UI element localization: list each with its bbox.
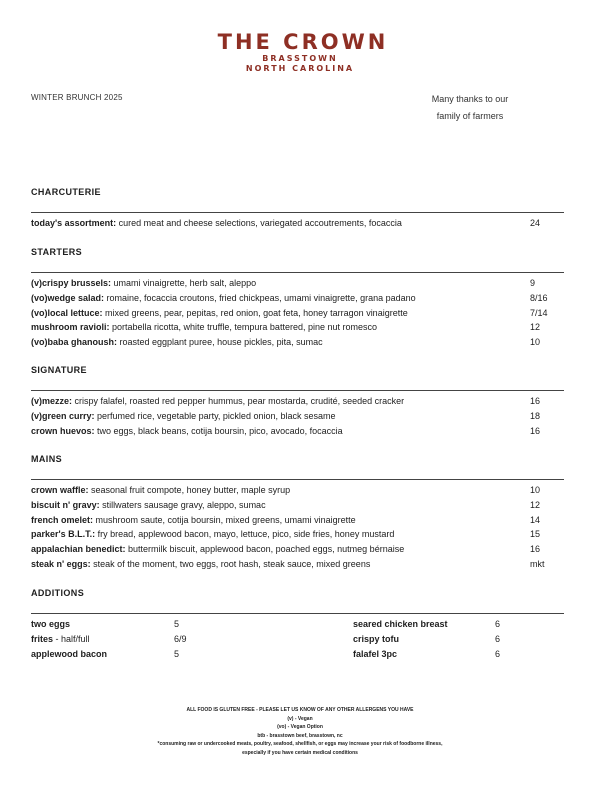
section-mains [31, 453, 564, 572]
item-desc: buttermilk biscuit, applewood bacon, poached eggs, nutmeg bérnaise [125, 544, 405, 555]
item-name: (v)mezze: [31, 396, 73, 406]
section-divider [31, 479, 564, 480]
item-desc: steak of the moment, two eggs, root hash, steak sauce, mixed greens [90, 558, 371, 569]
menu-item [31, 291, 564, 306]
item-name: today's assortment: [31, 218, 117, 228]
section-divider [31, 390, 564, 391]
thanks-note [410, 91, 530, 125]
logo-title: THE CROWN [217, 30, 389, 54]
addition-price: 6 [495, 649, 501, 659]
item-name: parker's B.L.T.: [31, 529, 96, 540]
section-starters [31, 246, 564, 350]
menu-item [31, 557, 564, 572]
menu-item [31, 498, 564, 513]
item-price: 12 [530, 322, 541, 333]
item-name: crown huevos: [31, 425, 95, 436]
additions-row [31, 632, 564, 647]
footer-line: ALL FOOD IS GLUTEN FREE - PLEASE LET US KNOW OF ANY OTHER ALLERGENS YOU HAVE [186, 707, 414, 713]
addition-left [31, 647, 107, 662]
footer-line: (vo) - Vegan Option [277, 724, 323, 730]
footer-line: btb - brasstown beef, brasstown, nc [257, 732, 343, 739]
footer-line: *consuming raw or undercooked meats, poultry, seafood, shellfish, or eggs may increase your risk of foodborne illness, [157, 741, 443, 747]
item-price: 7/14 [530, 307, 548, 318]
item-price: 9 [530, 278, 536, 288]
footer-line: (v) - Vegan [287, 715, 313, 722]
item-price: 18 [530, 410, 541, 421]
thanks-line2: family of farmers [436, 111, 504, 121]
item-price: 8/16 [530, 292, 548, 303]
item-name: (vo)wedge salad: [31, 292, 105, 303]
item-desc: perfumed rice, vegetable party, pickled onion, black sesame [94, 410, 336, 421]
section-additions [31, 587, 564, 662]
item-price: 10 [530, 337, 541, 348]
section-divider [31, 613, 564, 614]
allergen-footer [0, 706, 600, 757]
section-title: ADDITIONS [31, 588, 85, 598]
menu-item [31, 276, 564, 291]
menu-item [31, 513, 564, 528]
addition-price: 5 [174, 619, 180, 629]
section-title: STARTERS [31, 247, 83, 257]
menu-item [31, 335, 564, 350]
addition-name: seared chicken breast [353, 619, 448, 629]
item-name: (v)crispy brussels: [31, 278, 112, 288]
menu-season: WINTER BRUNCH 2025 [31, 93, 123, 102]
item-name: (v)green curry: [31, 410, 95, 421]
addition-left [31, 617, 70, 632]
item-desc: fry bread, applewood bacon, mayo, lettuce, pico, side fries, honey mustard [95, 529, 395, 540]
item-name: french omelet: [31, 514, 94, 525]
item-price: 12 [530, 499, 541, 510]
item-desc: two eggs, black beans, cotija boursin, pico, avocado, focaccia [94, 425, 343, 436]
menu-item [31, 542, 564, 557]
item-price: 14 [530, 514, 541, 525]
menu-item [31, 306, 564, 321]
restaurant-logo [0, 30, 600, 74]
menu-item [31, 409, 564, 424]
menu-item [31, 216, 564, 231]
item-desc: roasted eggplant puree, house pickles, pita, sumac [117, 337, 323, 348]
item-name: (vo)local lettuce: [31, 307, 103, 318]
addition-name: falafel 3pc [353, 649, 398, 659]
menu-item [31, 527, 564, 542]
item-name: steak n' eggs: [31, 558, 91, 569]
item-price: 10 [530, 485, 541, 495]
footer-line: especially if you have certain medical conditions [242, 749, 358, 756]
item-desc: mushroom saute, cotija boursin, mixed greens, umami vinaigrette [93, 514, 356, 525]
additions-grid [31, 617, 564, 662]
item-price: mkt [530, 558, 545, 569]
menu-item [31, 424, 564, 439]
section-divider [31, 212, 564, 213]
menu-item [31, 394, 564, 409]
menu-item [31, 320, 564, 335]
section-signature [31, 364, 564, 438]
item-desc: cured meat and cheese selections, variegated accoutrements, focaccia [116, 218, 402, 228]
item-price: 16 [530, 544, 541, 555]
item-name: biscuit n' gravy: [31, 499, 100, 510]
section-title: SIGNATURE [31, 365, 87, 375]
addition-extra: - half/full [53, 634, 90, 644]
thanks-line1: Many thanks to our [431, 94, 509, 104]
addition-price: 5 [174, 649, 180, 659]
item-desc: romaine, focaccia croutons, fried chickpeas, umami vinaigrette, grana padano [104, 292, 416, 303]
additions-row [31, 647, 564, 662]
item-name: mushroom ravioli: [31, 322, 110, 333]
addition-price: 6 [495, 634, 501, 644]
item-price: 16 [530, 425, 541, 436]
menu-item [31, 483, 564, 498]
item-desc: crispy falafel, roasted red pepper hummus, pear mostarda, crudité, seeded cracker [72, 396, 405, 406]
item-name: appalachian benedict: [31, 544, 126, 555]
item-desc: seasonal fruit compote, honey butter, maple syrup [88, 485, 291, 495]
section-charcuterie [31, 186, 564, 231]
section-title: CHARCUTERIE [31, 187, 101, 197]
item-price: 15 [530, 529, 541, 540]
item-desc: mixed greens, pear, pepitas, red onion, goat feta, honey tarragon vinaigrette [102, 307, 408, 318]
item-desc: portabella ricotta, white truffle, tempura battered, pine nut romesco [109, 322, 377, 333]
section-title: MAINS [31, 454, 62, 464]
item-price: 24 [530, 218, 541, 228]
addition-name: frites [31, 634, 54, 644]
logo-line2: NORTH CAROLINA [245, 64, 355, 73]
addition-price: 6 [495, 619, 501, 629]
section-divider [31, 272, 564, 273]
logo-line1: BRASSTOWN [262, 54, 338, 63]
addition-left [31, 632, 90, 647]
addition-price: 6/9 [174, 634, 187, 644]
item-desc: stillwaters sausage gravy, aleppo, sumac [99, 499, 266, 510]
item-name: crown waffle: [31, 485, 89, 495]
additions-row [31, 617, 564, 632]
item-desc: umami vinaigrette, herb salt, aleppo [111, 278, 257, 288]
addition-name: two eggs [31, 619, 71, 629]
addition-name: applewood bacon [31, 649, 108, 659]
item-price: 16 [530, 396, 541, 406]
addition-name: crispy tofu [353, 634, 400, 644]
item-name: (vo)baba ghanoush: [31, 337, 117, 348]
